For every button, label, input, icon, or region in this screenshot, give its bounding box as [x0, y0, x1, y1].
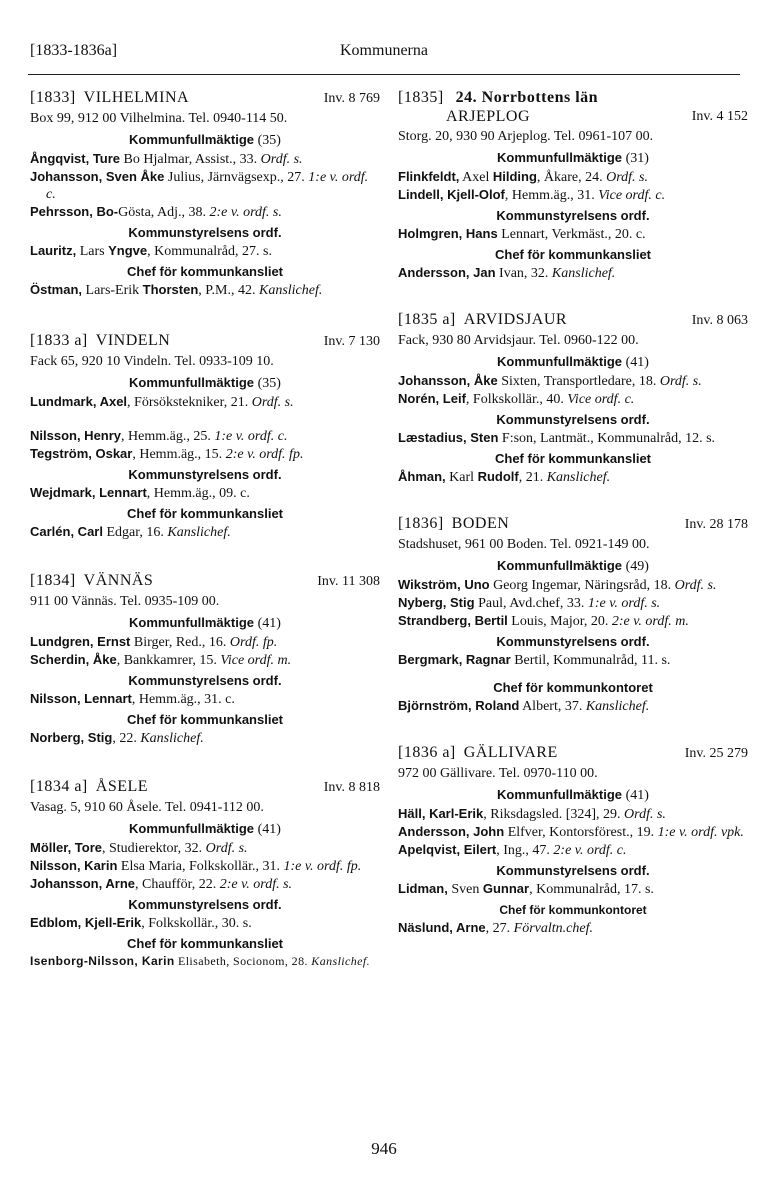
address: Fack 65, 920 10 Vindeln. Tel. 0933-109 10.: [30, 354, 274, 369]
person: Apelqvist, Eilert, Ing., 47. 2:e v. ordf. c.: [398, 842, 627, 858]
entry-number: [1833]: [30, 89, 76, 106]
section-heading: Chef för kommunkansliet: [126, 506, 284, 521]
entry-heading: [398, 88, 748, 127]
person: Nilsson, Lennart, Hemm.äg., 31. c.: [30, 691, 235, 707]
person: Læstadius, Sten F:son, Lantmät., Kommunalråd, 12. s.: [398, 430, 716, 446]
address: Storg. 20, 930 90 Arjeplog. Tel. 0961-107 00.: [398, 129, 654, 144]
entry-number: [1835 a]: [398, 311, 456, 328]
section-heading: Kommunfullmäktige (35): [129, 132, 281, 148]
entry-number: [1834]: [30, 572, 76, 589]
inhabitants: Inv. 25 279: [684, 746, 748, 761]
municipality-name: BODEN: [451, 515, 510, 532]
person: Carlén, Carl Edgar, 16. Kanslichef.: [30, 524, 231, 540]
person: Nilsson, Henry, Hemm.äg., 25. 1:e v. ordf. c.: [30, 428, 288, 444]
person: Wejdmark, Lennart, Hemm.äg., 09. c.: [30, 485, 250, 501]
person: Holmgren, Hans Lennart, Verkmäst., 20. c.: [398, 226, 646, 242]
section-heading: Chef för kommunkansliet: [126, 936, 284, 951]
entry-arjeplog: [398, 88, 748, 282]
entry-heading: [30, 88, 380, 109]
section-heading: Kommunfullmäktige (41): [497, 787, 649, 803]
entry-number: [1836 a]: [398, 744, 456, 761]
section-heading: Kommunstyrelsens ordf.: [496, 634, 650, 649]
municipality-name: ÅSELE: [95, 778, 149, 795]
person: Nilsson, Karin Elsa Maria, Folkskollär., 31. 1:e v. ordf. fp.: [30, 858, 362, 874]
header-rule: [28, 74, 740, 75]
address: 972 00 Gällivare. Tel. 0970-110 00.: [398, 766, 598, 781]
section-heading: Kommunstyrelsens ordf.: [128, 673, 282, 688]
entry-vilhelmina: [30, 88, 380, 299]
county-heading: 24. Norrbottens län: [455, 89, 599, 106]
person: Häll, Karl-Erik, Riksdagsled. [324], 29. Ordf. s.: [398, 806, 666, 822]
address: Fack, 930 80 Arvidsjaur. Tel. 0960-122 00.: [398, 333, 639, 348]
entry-boden: [398, 514, 748, 715]
person: Bergmark, Ragnar Bertil, Kommunalråd, 11. s.: [398, 652, 671, 668]
section-heading: Kommunfullmäktige (41): [129, 615, 281, 631]
municipality-name: ARJEPLOG: [446, 108, 531, 125]
inhabitants: Inv. 8 818: [323, 780, 380, 795]
section-heading: Chef för kommunkontoret: [493, 680, 653, 695]
person: Ångqvist, Ture Bo Hjalmar, Assist., 33. Ordf. s.: [30, 151, 303, 167]
header-range: [1833-1836a]: [30, 42, 118, 59]
entry-asele: [30, 777, 380, 970]
section-heading: Chef för kommunkansliet: [126, 712, 284, 727]
address: Stadshuset, 961 00 Boden. Tel. 0921-149 00.: [398, 537, 650, 552]
entry-number: [1835]: [398, 89, 444, 106]
person: Flinkfeldt, Axel Hilding, Åkare, 24. Ordf. s.: [398, 169, 648, 185]
entry-number: [1833 a]: [30, 332, 88, 349]
section-heading: Kommunstyrelsens ordf.: [496, 412, 650, 427]
person: Johansson, Åke Sixten, Transportledare, 18. Ordf. s.: [398, 373, 702, 389]
section-heading: Kommunfullmäktige (35): [129, 375, 281, 391]
person: Östman, Lars-Erik Thorsten, P.M., 42. Kanslichef.: [30, 282, 323, 298]
left-column: [30, 88, 380, 992]
entry-vannas: [30, 571, 380, 747]
municipality-name: VÄNNÄS: [83, 572, 154, 589]
section-heading: Chef för kommunkontoret: [499, 903, 647, 917]
section-heading: Kommunfullmäktige (41): [497, 354, 649, 370]
person: Pehrsson, Bo-Gösta, Adj., 38. 2:e v. ordf. s.: [30, 204, 282, 220]
header-title: Kommunerna: [340, 42, 428, 59]
person: Johansson, Sven Åke Julius, Järnvägsexp., 27. 1:e v. ordf. c.: [30, 169, 369, 202]
address: 911 00 Vännäs. Tel. 0935-109 00.: [30, 594, 220, 609]
person: Nyberg, Stig Paul, Avd.chef, 33. 1:e v. ordf. s.: [398, 595, 661, 611]
inhabitants: Inv. 11 308: [317, 574, 380, 589]
section-heading: Kommunstyrelsens ordf.: [496, 208, 650, 223]
person: Edblom, Kjell-Erik, Folkskollär., 30. s.: [30, 915, 252, 931]
person: Lundmark, Axel, Försökstekniker, 21. Ordf. s.: [30, 394, 294, 410]
inhabitants: Inv. 7 130: [323, 334, 380, 349]
person: Norberg, Stig, 22. Kanslichef.: [30, 730, 204, 746]
entry-heading: [398, 514, 748, 535]
person: Andersson, John Elfver, Kontorsförest., 19. 1:e v. ordf. vpk.: [398, 824, 744, 840]
right-column: [398, 88, 748, 959]
section-heading: Kommunstyrelsens ordf.: [128, 467, 282, 482]
running-header: [30, 42, 738, 66]
section-heading: Kommunfullmäktige (31): [497, 150, 649, 166]
person: Tegström, Oskar, Hemm.äg., 15. 2:e v. ordf. fp.: [30, 446, 304, 462]
person: Norén, Leif, Folkskollär., 40. Vice ordf. c.: [398, 391, 635, 407]
municipality-name: VINDELN: [95, 332, 171, 349]
inhabitants: Inv. 4 152: [691, 109, 748, 124]
person: Näslund, Arne, 27. Förvaltn.chef.: [398, 920, 593, 936]
section-heading: Kommunfullmäktige (41): [129, 821, 281, 837]
section-heading: Kommunstyrelsens ordf.: [128, 897, 282, 912]
person: Åhman, Karl Rudolf, 21. Kanslichef.: [398, 469, 611, 485]
section-heading: Kommunstyrelsens ordf.: [128, 225, 282, 240]
entry-heading: [398, 310, 748, 331]
municipality-name: VILHELMINA: [83, 89, 190, 106]
section-heading: Chef för kommunkansliet: [494, 451, 652, 466]
inhabitants: Inv. 8 769: [323, 91, 380, 106]
person: Lidman, Sven Gunnar, Kommunalråd, 17. s.: [398, 881, 654, 897]
address: Vasag. 5, 910 60 Åsele. Tel. 0941-112 00.: [30, 800, 264, 815]
person: Scherdin, Åke, Bankkamrer, 15. Vice ordf. m.: [30, 652, 292, 668]
entry-gallivare: [398, 743, 748, 937]
entry-vindeln: [30, 331, 380, 541]
entry-heading: [30, 331, 380, 352]
entry-number: [1834 a]: [30, 778, 88, 795]
municipality-name: ARVIDSJAUR: [463, 311, 568, 328]
person: Wikström, Uno Georg Ingemar, Näringsråd, 18. Ordf. s.: [398, 577, 717, 593]
section-heading: Kommunfullmäktige (49): [497, 558, 649, 574]
section-heading: Chef för kommunkansliet: [494, 247, 652, 262]
entry-number: [1836]: [398, 515, 444, 532]
person: Lindell, Kjell-Olof, Hemm.äg., 31. Vice ordf. c.: [398, 187, 666, 203]
person: Isenborg-Nilsson, Karin Elisabeth, Socionom, 28. Kanslichef.: [30, 954, 371, 968]
person: Andersson, Jan Ivan, 32. Kanslichef.: [398, 265, 616, 281]
inhabitants: Inv. 28 178: [684, 517, 748, 532]
person: Johansson, Arne, Chaufför, 22. 2:e v. ordf. s.: [30, 876, 293, 892]
entry-heading: [398, 743, 748, 764]
person: Möller, Tore, Studierektor, 32. Ordf. s.: [30, 840, 248, 856]
person: Lauritz, Lars Yngve, Kommunalråd, 27. s.: [30, 243, 272, 259]
entry-heading: [30, 571, 380, 592]
section-heading: Chef för kommunkansliet: [126, 264, 284, 279]
municipality-name: GÄLLIVARE: [463, 744, 558, 761]
person: Björnström, Roland Albert, 37. Kanslichef.: [398, 698, 650, 714]
inhabitants: Inv. 8 063: [691, 313, 748, 328]
address: Box 99, 912 00 Vilhelmina. Tel. 0940-114 50.: [30, 111, 288, 126]
section-heading: Kommunstyrelsens ordf.: [496, 863, 650, 878]
page-number: 946: [371, 1139, 397, 1158]
entry-arvidsjaur: [398, 310, 748, 486]
person: Strandberg, Bertil Louis, Major, 20. 2:e v. ordf. m.: [398, 613, 689, 629]
entry-heading: [30, 777, 380, 798]
person: Lundgren, Ernst Birger, Red., 16. Ordf. fp.: [30, 634, 278, 650]
